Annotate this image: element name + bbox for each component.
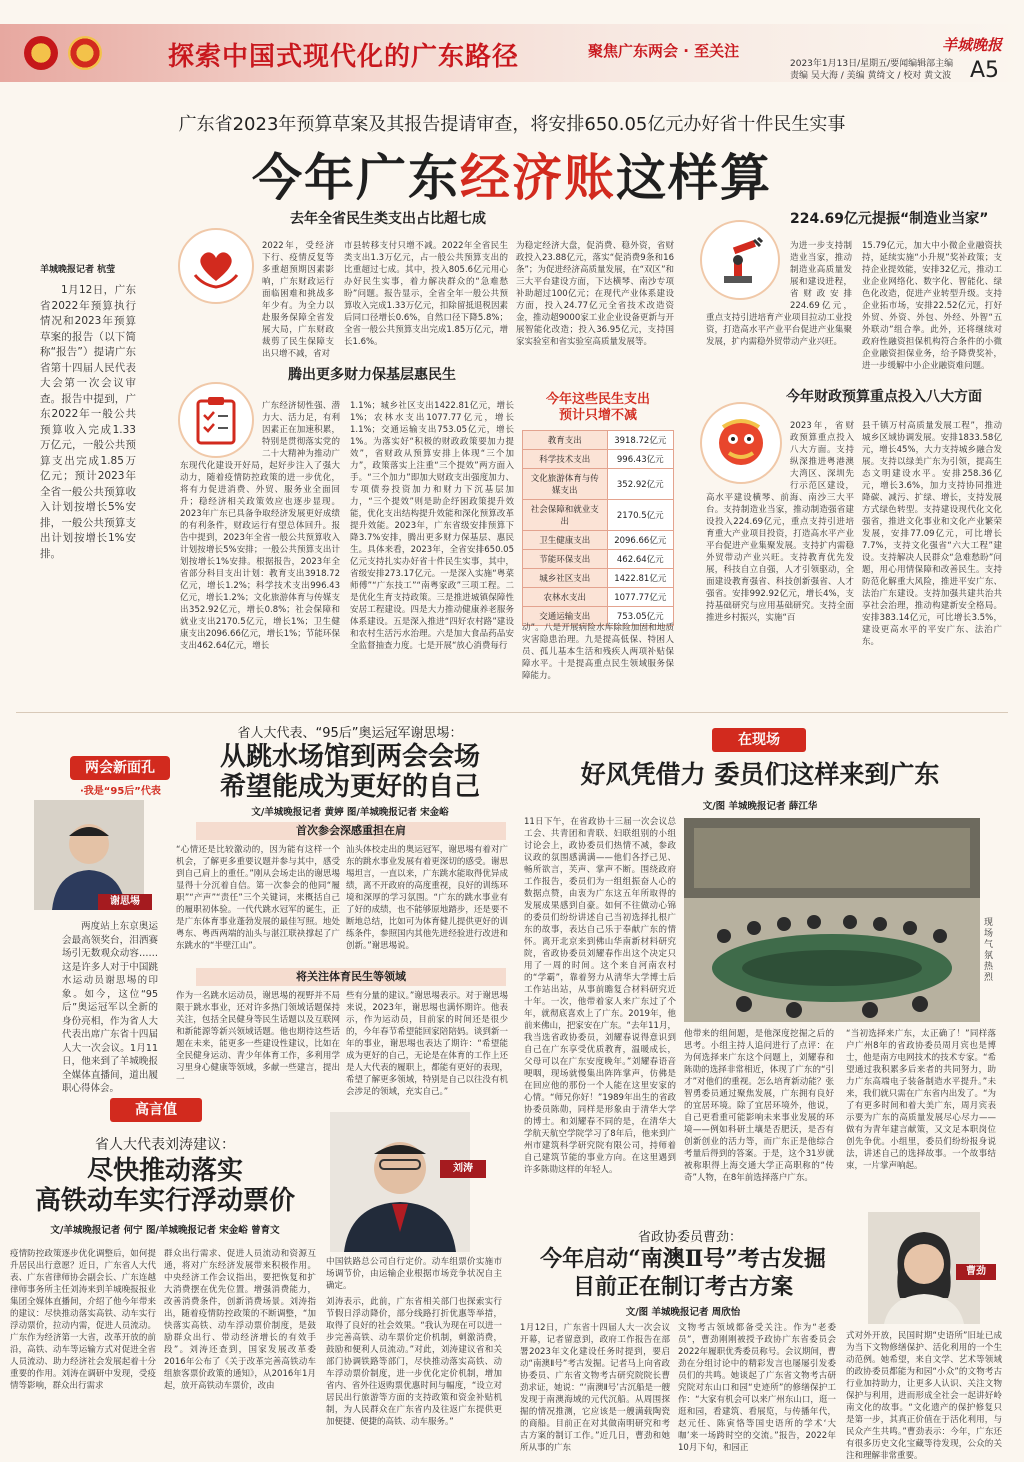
section1-col1: 2022年，受经济下行、疫情反复等多重超预期因素影响，广东财政运行面临困难和挑战多年少有。为全力以赴服务保障全省发展大局，广东财政裁剪了民生保障支出只增不减，省对 (262, 241, 334, 359)
icon-wrap-space (706, 240, 790, 304)
table-row (523, 569, 674, 588)
page-number: A5 (970, 58, 1000, 83)
railway-kicker: 省人大代表刘涛建议： (95, 1137, 235, 1153)
table-cell-amount: 2170.5亿元 (607, 500, 673, 531)
intro-reporter: 羊城晚报记者 杭莹 (40, 265, 116, 275)
edition-info (790, 58, 970, 82)
national-emblem-icon (24, 36, 58, 70)
table-cell-item: 教育支出 (523, 431, 608, 450)
table-row (523, 500, 674, 531)
diver-subhead1: 首次参会深感重担在肩 (196, 822, 506, 840)
table-cell-amount: 996.43亿元 (607, 450, 673, 469)
railway-byline: 文/羊城晚报记者 何宁 图/羊城晚报记者 宋金峪 曾育文 (50, 1225, 280, 1236)
section3-col1 (706, 240, 852, 368)
series-title: 探索中国式现代化的广东路径 (168, 42, 520, 72)
section4-col1-text: 2023年，省财政预算重点投入八大方面。支持纵深推进粤港澳大湾区、深圳先行示范区建设，高水平建设横琴、前海、南沙三大平台。支持制造业当家，推动制造强省建设投入224.69亿元，重点支持引进培育重大产业项目投资，打造高水平产业平台促进产业集聚发展。支持扩内需稳外贸带动产业兴旺。支持教育优先发展，科技自立自强，人才引领驱动，全面建设教育强省、科技创新强省、人才强省。安排992.92亿元，增长4%，支持基础研究与应用基础研究。支持全面推进乡村振兴，实施“百 (706, 421, 854, 623)
railway-col4: 刘涛表示，此前，广东省相关部门也探索实行节假日浮动降价，部分线路打折优惠等举措，取得了良好的社会效果。“我认为现在可以进一步完善高铁、动车票价定价机制，刺激消费，鼓励和便利人员流动。”对此，刘涛建议省和关部门协调铁路等部门，尽快推动落实高铁、动车浮动票价制度，进一步优化定价机制，增加省内、省外往返购票优惠时间与幅度，“设立对居民出行旅游等方面的支持政策和资金补贴机制，为人民群众在广东省内及往返广东提供更加便捷、便捷的高铁、动车服务。” (326, 1297, 502, 1427)
railway-name-tag: 刘涛 (440, 1160, 486, 1178)
diver-byline: 文/羊城晚报记者 黄婷 图/羊城晚报记者 宋金峪 (251, 807, 449, 818)
railway-title-line1: 尽快推动落实 (86, 1156, 243, 1186)
archaeology-name-tag: 曹劲 (956, 1264, 996, 1280)
icon-wrap-space (180, 400, 262, 456)
headline-highlight: 经济账 (460, 148, 616, 207)
section2-col1 (180, 400, 340, 702)
budget-table-title (522, 392, 674, 424)
diver-title-line2: 希望能成为更好的自己 (219, 772, 480, 802)
archaeology-col2: 文物考古领域都备受关注。作为“老委员”，曹劲刚刚被授予政协广东省委员会2022年履职优秀委员称号。会议期间，曹劲在分组讨论中的精彩发言也屡屡引发委员们的共鸣。她谈起了广东省文物考古研究院对东山口和园“史迹所”的修缮保护工作：“大家有机会可以来广州东山口，逛一逛和园，看建筑、看展览，与传播年代，赵元任、陈寅恪等国史语所的学术‘大咖’来一场跨时空的交流。”报告，2022年10月下旬，和园正 (678, 1323, 836, 1453)
headline-part2: 这样算 (616, 148, 772, 207)
archaeology-kicker: 省政协委员曹劲： (637, 1230, 742, 1245)
section4-col1 (706, 420, 854, 702)
table-cell-item: 节能环保支出 (523, 550, 608, 569)
archaeology-col1: 1月12日，广东省十四届人大一次会议开幕，记者留意到，政府工作报告在部署2023年文化建设任务时提到，要启动“南澳Ⅱ号”考古发掘。记者马上向省政协委员、广东省文物考古研究院院长曹劲求证，她说：“‘南澳Ⅱ号’古沉船是一艘发现于南澳海域的元代沉船。从周围探掘的情况推测，它应该是一艘满载陶瓷的商船。目前正在对其做南明研究和考古方案的制订工作。”近几日，曹劲和她所从事的广东 (520, 1323, 670, 1453)
table-cell-amount: 3918.72亿元 (607, 431, 673, 450)
diver-sub1-col1: “心情还是比较激动的，因为能有这样一个机会，了解更多重要议题并参与其中，感受到自己肩上的重任。”刚从会场走出的谢思埸显得十分沉着自信。第一次参会的他同“履职”“产声”“责任”三个关键词，来概括自己的履职初体验。一代代跳水冠军的诞生，正是广东体育事业蓬勃发展的最佳写照。地处粤东、粤西两端的汕头与湛江联袂撑起了广东跳水的“半壁江山”。 (176, 845, 340, 951)
railway-col2: 群众出行需求、促进人员流动和资源互通，将对广东经济发展带来积极作用。中央经济工作会议指出，要把恢复和扩大消费摆在优先位置。增强消费能力，改善消费条件，创新消费场景。刘涛指出，随着疫情防控政策的不断调整，“加快落实高铁、动车浮动票价制度，是鼓励群众出行、带动经济增长的有效手段”。刘涛还查到，国家发展改革委2016年公布了《关于改革完善高铁动车组旅客票价政策的通知》，从2016年1月起，放开高铁动车票价，改由 (164, 1249, 316, 1391)
railway-col3: 中国铁路总公司自行定价。动车组票价实施市场调节价，由运输企业根据市场竞争状况自主确定。 (326, 1257, 502, 1291)
new-face-tag: 两会新面孔 (70, 756, 170, 780)
headline-part1: 今年广东 (252, 148, 460, 207)
table-cell-amount: 352.92亿元 (607, 469, 673, 500)
table-cell-item: 交通运输支出 (523, 607, 608, 626)
section4-heading: 今年财政预算重点投入八大方面 (786, 389, 982, 405)
budget-table (522, 392, 674, 626)
icon-wrap-space (706, 420, 790, 490)
diver-sub2-col1: 作为一名跳水运动员，谢思埸的视野并不局限于跳水事业，还对许多热门领域话题保持关注，包括全民健身等民生话题以及互联网和新能源等新兴领域话题。他也期待这些话题在未来，能更多一些建设性建议，比如在全民健身运动、青少年体育工作，多利用学习里身心健康等领域，多献一些建言，提出一 (176, 991, 340, 1085)
table-cell-amount: 2096.66亿元 (607, 531, 673, 550)
newspaper-logo: 羊城晚报 (941, 36, 1002, 54)
table-cell-item: 农林水支出 (523, 588, 608, 607)
table-row (523, 450, 674, 469)
committee-title: 好风凭借力 委员们这样来到广东 (580, 760, 940, 789)
committee-col2: 他带来的组间题，是他深度挖掘之后的思考。小组主持人追问进行了点评：在为何选择来广东这个问题上，刘耀春和陈勋的选择非常相近，体现了广东的“引才”对他们的重视。怎么培育新动能？张智勇委员通过聚焦发展，广东拥有良好的宜居环境。除了宜居环境外，他说，自己更看重可能影响未来事业发展的环境——例如科研土壤是否肥沃，是否有创新创业的活力等，而广东正是他综合考量后得到的答案。于是，这个31岁就被称职得上海交通大学正高职称的“传奇”人物，在8年前选择落户广东。 (684, 1029, 834, 1183)
diver-kicker: 省人大代表、“95后”奥运冠军谢思埸： (237, 726, 463, 741)
section3-col2: 15.79亿元，加大中小微企业融资扶持，延续实施“小升规”奖补政策；支持企业提效能，安排32亿元，推动工业企业网络化、数字化、智能化、绿色化改造，促进产业转型升级。支持企业拓市场，安排22.52亿元，打好外贸、外资、外包、外经、外智“五外联动”组合拳。此外，还将继续对政府性融资担保机构符合条件的小微企业融资担保业务，给予降费奖补，进一步缓解中小企业融资难问题。 (862, 241, 1002, 371)
section3-heading: 224.69亿元提振“制造业当家” (790, 211, 989, 227)
committee-col3: “当初选择来广东，太正确了！”同样落户广州8年的省政协委员周月宾也是博士，他是南方电网技术的技术专家。“希望通过我积累多后来者的共同努力，助力广东高端电子装备制造水平提升。”未来，我们就只需在广东省内出发了。“为了有更多时间和着大美广东，周月宾表示要为广东的高质量发展尽心尽力——做有为青年建言献策，又文足本职岗位创先争优。小组里，委员们纷纷报身说法，讲述自己的选择故事。一个故事结束，一片掌声响起。 (846, 1029, 996, 1171)
committee-col1: 11日下午，在省政协十三届一次会议总工会、共青团和青联、妇联组别的小组讨论会上，政协委员们热情不减，参政议政的氛围感满满——他们各抒己见、畅所欲言，芙声、掌声不断。围绕政府工作报告，委员们为一组组振奋人心的数据点赞，由衷为广东这五年所取得的发展成果感到自豪。如何不往做动心锦的委员们纷纷讲述自己当初选择扎根广东的故事，表达自己乐于奉献广东的情怀。离开北京来到佛山华南新材料研究院，省政协委员刘耀春作出这个决定只用了一周的时间。这个来自河南农村的“学霸”，靠着努力从清华大学博士后工作站出站，从事前瞻复合材料研究近十年。一次，他带着家人来广东过了个年，就彻底喜欢上了广东。2019年，他前来佛山，把家安在广东。“去年11月，我当选省政协委员，刘耀春说得意识到自己在广东享受优质教育，温暖成长，父母可以在广东安度晚年。”刘耀春语音哽咽，现场就慢集出阵阵掌声，仿佛是在回应他的那份一个人能在这里安家的心情。“师兄你好！”1989年出生的省政协委员陈勋，同样是形象由于清华大学的博士。和刘耀春不同的是，在清华大学航天航空学院学习了8年后，他来到广州市建筑科学研究院有限公司，持师着自己建筑节能的事业方向。在这里遇到许多陈勋这样的年轻人。 (524, 817, 676, 1175)
table-row (523, 431, 674, 450)
table-row (523, 550, 674, 569)
section1-heading: 去年全省民生类支出占比超七成 (290, 211, 486, 227)
table-row (523, 588, 674, 607)
table-row (523, 531, 674, 550)
photo-caption: 现场气氛热烈 (984, 918, 994, 983)
committee-col1-cont (524, 1028, 676, 1224)
table-cell-item: 城乡社区支出 (523, 569, 608, 588)
table-cell-amount: 753.05亿元 (607, 607, 673, 626)
table-row (523, 469, 674, 500)
diver-name-tag: 谢思埸 (98, 894, 152, 910)
archaeology-title-line1: 今年启动“南澳Ⅱ号”考古发掘 (540, 1246, 826, 1272)
committee-byline: 文/图 羊城晚报记者 薛江华 (702, 801, 818, 812)
diver-photo-caption: 两度站上东京奥运会最高领奖台，泪洒赛场引无数观众动容……这是许多人对于中国跳水运动员谢思埸的印象。如今，这位“95后”奥运冠军以全新的身份亮相，作为省人大代表出席广东省十四届人大一次会议。1月11日，他来到了羊城晚报全媒体直播间，道出履职心得体会。 (62, 921, 158, 1094)
heart-hands-icon (178, 228, 254, 304)
intro-text: 1月12日，广东省2022年预算执行情况和2023年预算草案的报告（以下简称“报告”）提请广东省第十四届人民代表大会第一次会议审查。报告中提到，广东2022年一般公共预算收入完成1.33万亿元，一般公共预算支出完成1.85万亿元；预计2023年全省一般公共预算收入计划按增长5%安排，一般公共预算支出计划按增长1%安排。 (40, 284, 136, 560)
table-title-line2: 预计只增不减 (558, 408, 637, 423)
table-cell-item: 文化旅游体育与传媒支出 (523, 469, 608, 500)
archaeology-title-line2: 目前正在制订考古方案 (572, 1274, 793, 1300)
editors-line: 责编 吴大海 / 美编 黄绮文 / 校对 黄文波 (790, 71, 952, 81)
diver-title-line1: 从跳水场馆到两会会场 (219, 742, 480, 772)
section2-heading: 腾出更多财力保基层惠民生 (288, 367, 456, 383)
railway-portrait (330, 1112, 470, 1252)
section2-col3: 动”。八是开展病险水库除险加固和地质灾害隐患治理。九是提高低保、特困人员、孤儿基本生活和残疾人两项补贴保障水平。十是提高重点民生领域服务保障能力。 (522, 623, 674, 681)
section2-col2: 1.1%；城乡社区支出1422.81亿元，增长1%；农林水支出1077.77亿元，增长1.1%；交通运输支出753.05亿元，增长1%。为落实好“积极的财政政策要加力提效”，省财政从预算安排上体现“三个加力”，政策落实上注重“三个提效”两方面入手。“三个加力”即加大财政支出强度加力、专项债券投资加力和财力下沉基层加力，“三个提效”则是助企纾困政策提升效能，优化支出结构提升效能和深化预算改革提升效能。2023年，广东省级安排预算下降3.7%安排，腾出更多财力保基层、惠民生。具体来看，2023年，全省安排650.05亿元支持扎实办好省十件民生实事，其中，省级安排273.17亿元。一是深入实施“粤菜师傅”“广东技工”“南粤家政”三项工程。二是优化生育支持政策。三是推进城镇保障性安居工程建设。四是大力推动健康养老服务体系建设。五是深入推进“四好农村路”建设和农村生活污水治理。六是加大食品药品安全监督抽查力度。七是开展“放心消费每行 (350, 401, 514, 651)
railway-title-line2: 高铁动车实行浮动票价 (34, 1186, 295, 1216)
section2-col1-text: 广东经济韧性强、潜力大、活力足，有利因素正在加速积累，特别是贯彻落实党的二十大精神为推动广东现代化建设开好局，起好步注入了强大动力，随着疫情防控政策的进一步优化，将有力促进消费、外贸、服务业全面回升；稳经济相关政策效应也逐步显现。2023年广东已具备争取经济发展更好成绩的有利条件，财政运行有望总体回升。报告中提到，2023年全省一般公共预算收入计划按增长5%安排；一般公共预算支出计划按增长1%安排。根据报告，2023年全省部分科目支出计划：教育支出3918.72亿元，增长1.2%；科学技术支出996.43亿元，增长1.2%；文化旅游体育与传媒支出352.92亿元，增长0.8%；社会保障和就业支出2170.5亿元，增长1%；卫生健康支出2096.66亿元，增长1%；节能环保支出462.64亿元，增长 (180, 401, 340, 651)
table-cell-amount: 462.64亿元 (607, 550, 673, 569)
diver-sub1-col2: 汕头体校走出的奥运冠军，谢思埸有着对广东的跳水事业发展有着更深切的感受。谢思埸坦言，一直以来，广东跳水能取得优异成绩，离不开政府的高度重视，良好的训练环境和深厚的学习氛围。“广东的跳水事业有了好的成绩，也不能够原地踏步，还是要不断地总结，比如可为体育健儿提供更好的训练条件，参照国内其他先进经验进行改进和创新。”谢思埸说。 (346, 845, 508, 951)
intro-sidebar (40, 262, 136, 603)
focus-label: 聚焦广东两会 · 至关注 (588, 42, 740, 60)
railway-col1: 疫情防控政策逐步优化调整后，如何提升居民出行意愿？近日，广东省人大代表、广东省律师协会副会长、广东连越律师事务所主任刘涛来到羊城晚报报业集团全媒体直播间，介绍了他今年带来的建议：尽快推动落实高铁、动车实行浮动票价，拉动内需，促进人员流动。广东作为经济第一大省，改革开放的前沿，高铁、动车等运输方式对促进全省人员流动、助力经济社会发展起着十分重要的作用。刘涛在调研中发现，受疫情等影响，群众出行需求 (10, 1249, 156, 1391)
lead-kicker: 广东省2023年预算草案及其报告提请审查，将安排650.05亿元办好省十件民生实事 (178, 114, 846, 135)
new-face-subtag: ·我是“95后”代表 (80, 786, 161, 797)
diver-subhead2: 将关注体育民生等领域 (196, 968, 506, 986)
table-cell-item: 科学技术支出 (523, 450, 608, 469)
date-line: 2023年1月13日/星期五/要闻编辑部主编 (790, 59, 954, 69)
table-cell-amount: 1422.81亿元 (607, 569, 673, 588)
meeting-photo (684, 818, 980, 1022)
on-site-tag: 在现场 (712, 728, 806, 752)
table-cell-item: 卫生健康支出 (523, 531, 608, 550)
section1-col2: 市县转移支付只增不减。2022年全省民生类支出1.3万亿元，占一般公共预算支出的比重超过七成。其中，投入805.6亿元用心办好民生实事，着力解决群众的“急难愁盼”问题。报告显示，全省全年一般公共预算收入完成1.33万亿元，扣除留抵退税因素后同口径增长0.6%，自然口径下降5.8%；全省一般公共预算支出完成1.85万亿元，增长1.6%。 (344, 241, 508, 347)
section-divider (16, 712, 1008, 713)
table-cell-amount: 1077.77亿元 (607, 588, 673, 607)
table-title-line1: 今年这些民生支出 (545, 392, 650, 407)
cppcc-emblem-icon (68, 36, 102, 70)
archaeology-col3: 式对外开放，民国时期“史语所”旧址已成为当下文物修缮保护、活化利用的一个生动范例。她希望，来自文学、艺术等领域的政协委员都能为和园“小众”的文物考古行业加持助力，让更多人认识、关注文物保护与利用，进而形成全社会一起讲好岭南文化的故事。“文化遗产的保护修复只是第一步，其真正价值在于活化利用，与民众产生共鸣。”曹劲表示：今年，广东还有很多历史文化宝藏等待发现，公众的关注和理解非常重要。 (846, 1331, 1002, 1461)
diver-sub2-col2: 些有分量的建议。”谢思埸表示。对于谢思埸来说，2023年，谢思埸也满怀期许。他表示，作为运动员，目前家的时间还是很少的，今年春节希望能回家陪陪妈。谈到新一年的事业，谢思埸也表达了期许：“希望能成为更好的自己，无论是在体育的工作上还是人大代表的履职上，都能有更好的表现，希望了解更多领域，特别是自己以往没有机会涉足的领域，充实自己。” (346, 991, 508, 1097)
archaeology-byline: 文/图 羊城晚报记者 周欣怡 (625, 1307, 741, 1318)
section4-col2: 县千镇万村高质量发展工程”，推动城乡区域协调发展。安排1833.58亿元，增长45%，大力支持城乡融合发展。支持以绿美广东为引领，提高生态文明建设水平。安排258.36亿元，增长3.6%，加力支持协同推进降碳、减污、扩绿、增长，支持发展方式绿色转型。支持建设现代化文化强省，推进文化事业和文化产业繁荣发展，安排77.09亿元，可比增长7.7%，支持文化强省“六大工程”建设。支持解决人民群众“急难愁盼”问题，用心用情保障和改善民生。支持防范化解重大风险，推进平安广东、法治广东建设。支持加强共建共治共享社会治理，推动构建新安全格局。安排383.14亿元，可比增长3.5%，建设更高水平的平安广东、法治广东。 (862, 421, 1002, 647)
high-value-tag: 高言值 (110, 1098, 202, 1122)
section3-col1-text: 为进一步支持制造业当家，推动制造业高质量发展和建设进程，省财政安排224.69亿元，重点支持引进培育产业项目拉动工业投资，打造高水平产业平台促进产业集聚发展，扩内需稳外贸带动产业兴旺。 (706, 241, 852, 347)
section1-col3: 为稳定经济大盘，促消费、稳外资，省财政投入23.88亿元，落实“促消费9条和16条”；为促进经济高质量发展，在“双区”和三大平台建设方面，下达横琴、南沙专项补助超过100亿元；在现代产业体系建设方面，投入24.77亿元全省技术改造资金，推动超9000家工业企业设备更新与开展智能化改造；投入36.95亿元，支持国家实验室和省实验室高质量发展等。 (516, 241, 674, 347)
table-cell-item: 社会保障和就业支出 (523, 500, 608, 531)
section1-col1-cont (180, 304, 334, 344)
budget-table-grid (522, 430, 674, 626)
main-headline (0, 138, 1024, 210)
